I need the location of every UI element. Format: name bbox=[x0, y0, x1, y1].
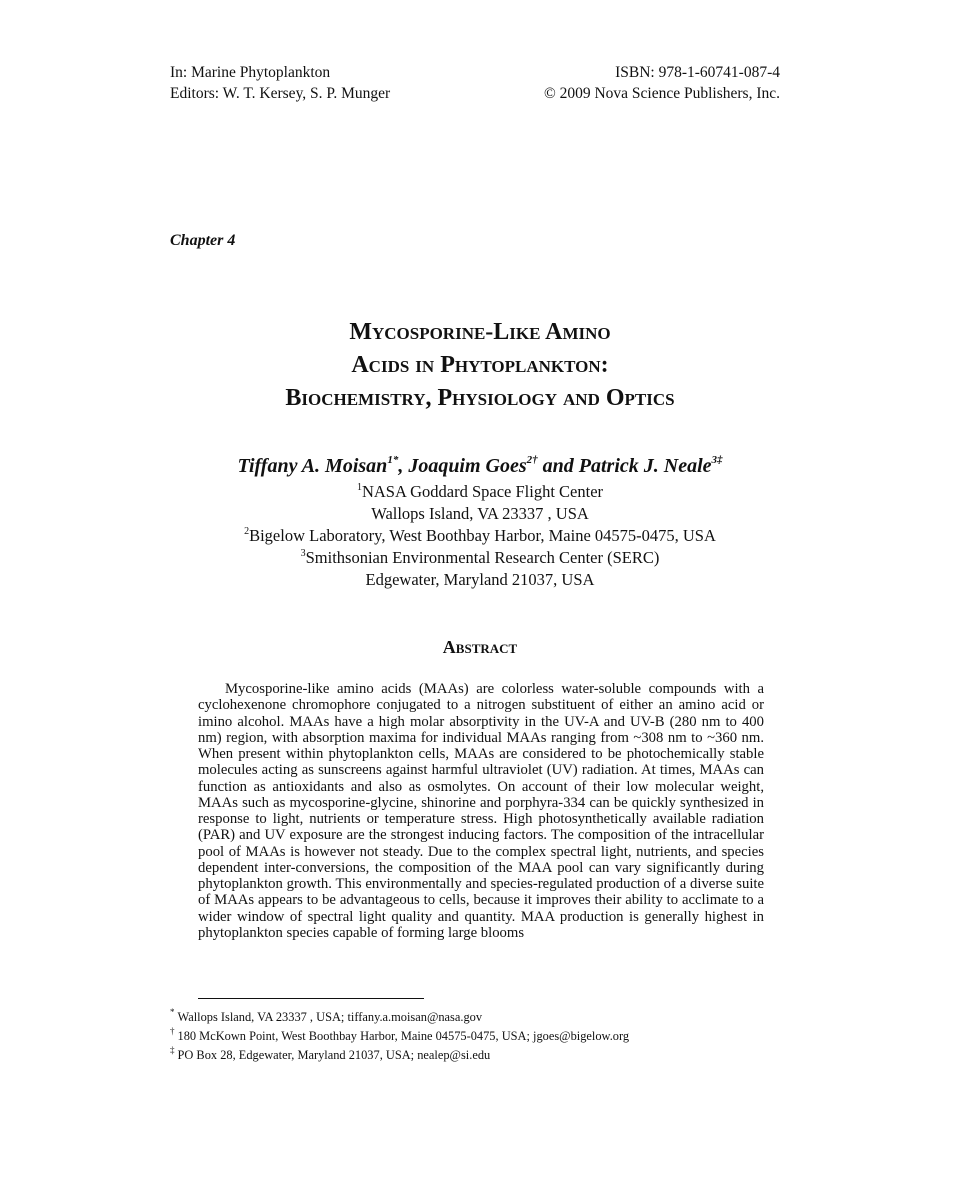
header-right bbox=[544, 62, 780, 104]
affiliation-mark: 2 bbox=[244, 526, 250, 537]
chapter-title bbox=[0, 316, 960, 415]
abstract-heading: Abstract bbox=[442, 637, 518, 657]
footnote-text: PO Box 28, Edgewater, Maryland 21037, USA; nealep@si.edu bbox=[177, 1048, 491, 1062]
affiliations bbox=[0, 481, 960, 591]
affiliation-line bbox=[0, 525, 960, 547]
title-line: Biochemistry, Physiology and Optics bbox=[285, 385, 675, 411]
footnote-mark: † bbox=[170, 1026, 175, 1036]
affiliation-mark: 1 bbox=[356, 482, 362, 493]
footnote-mark: ‡ bbox=[170, 1045, 175, 1055]
affiliation-text: NASA Goddard Space Flight Center bbox=[361, 482, 604, 501]
author-mark: 3‡ bbox=[711, 454, 723, 466]
author-separator: , bbox=[398, 455, 409, 477]
affiliation-mark: 3 bbox=[300, 548, 306, 559]
author-separator: and bbox=[537, 455, 579, 477]
header-left bbox=[170, 62, 390, 104]
author-name: Tiffany A. Moisan bbox=[237, 455, 388, 477]
footnote-rule bbox=[198, 998, 424, 999]
affiliation-line bbox=[0, 503, 960, 525]
affiliation-line bbox=[0, 569, 960, 591]
author-list bbox=[0, 455, 960, 478]
book-title: In: Marine Phytoplankton bbox=[170, 64, 331, 81]
affiliation-line bbox=[0, 481, 960, 503]
affiliation-text: Bigelow Laboratory, West Boothbay Harbor, Maine 04575-0475, USA bbox=[249, 526, 716, 545]
affiliation-line bbox=[0, 547, 960, 569]
editors: Editors: W. T. Kersey, S. P. Munger bbox=[170, 85, 391, 102]
footnote-mark: * bbox=[170, 1007, 175, 1017]
author-mark: 1* bbox=[387, 454, 399, 466]
footnote bbox=[170, 1008, 810, 1027]
title-line: Acids in Phytoplankton: bbox=[351, 352, 609, 378]
isbn: ISBN: 978-1-60741-087-4 bbox=[615, 64, 780, 81]
author-mark: 2† bbox=[526, 454, 538, 466]
chapter-label: Chapter 4 bbox=[170, 232, 236, 249]
affiliation-text: Edgewater, Maryland 21037, USA bbox=[365, 570, 595, 589]
footnote-text: 180 McKown Point, West Boothbay Harbor, Maine 04575-0475, USA; jgoes@bigelow.org bbox=[177, 1029, 630, 1043]
title-line: Mycosporine-Like Amino bbox=[349, 319, 611, 345]
affiliation-text: Smithsonian Environmental Research Center (SERC) bbox=[305, 548, 660, 567]
footnote bbox=[170, 1046, 810, 1065]
footnote bbox=[170, 1027, 810, 1046]
author-name: Joaquim Goes bbox=[408, 455, 527, 477]
author-name: Patrick J. Neale bbox=[578, 455, 712, 477]
abstract-body: Mycosporine-like amino acids (MAAs) are colorless water-soluble compounds with a cyclohexenone chromophore conjugated to a nitrogen substituent of either an amino acid or imino alcohol. MAAs have a high molar absorptivity in the UV-A and UV-B (280 nm to 400 nm) region, with absorption maxima for individual MAAs ranging from ~308 nm to ~360 nm. When present within phytoplankton cells, MAAs are considered to be photochemically stable molecules acting as sunscreens against harmful ultraviolet (UV) radiation. At times, MAAs can function as antioxidants and also as osmolytes. On account of their low molecular weight, MAAs such as mycosporine-glycine, shinorine and porphyra-334 can be quickly synthesized in response to light, nutrients or temperature stress. High photosynthetically available radiation (PAR) and UV exposure are the strongest inducing factors. The composition of the intracellular pool of MAAs is however not steady. Due to the complex spectral light, nutrients, and species dependent inter-conversions, the composition of the MAA pool can vary significantly during phytoplankton growth. This environmentally and species-regulated production of a diverse suite of MAAs appears to be advantageous to cells, because it improves their ability to acclimate to a wider window of spectral light quality and quantity. MAA production is generally highest in phytoplankton species capable of forming large blooms bbox=[198, 681, 764, 941]
footnotes bbox=[170, 1008, 810, 1065]
affiliation-text: Wallops Island, VA 23337 , USA bbox=[371, 504, 589, 523]
copyright: © 2009 Nova Science Publishers, Inc. bbox=[543, 85, 780, 102]
footnote-text: Wallops Island, VA 23337 , USA; tiffany.a.moisan@nasa.gov bbox=[177, 1010, 483, 1024]
